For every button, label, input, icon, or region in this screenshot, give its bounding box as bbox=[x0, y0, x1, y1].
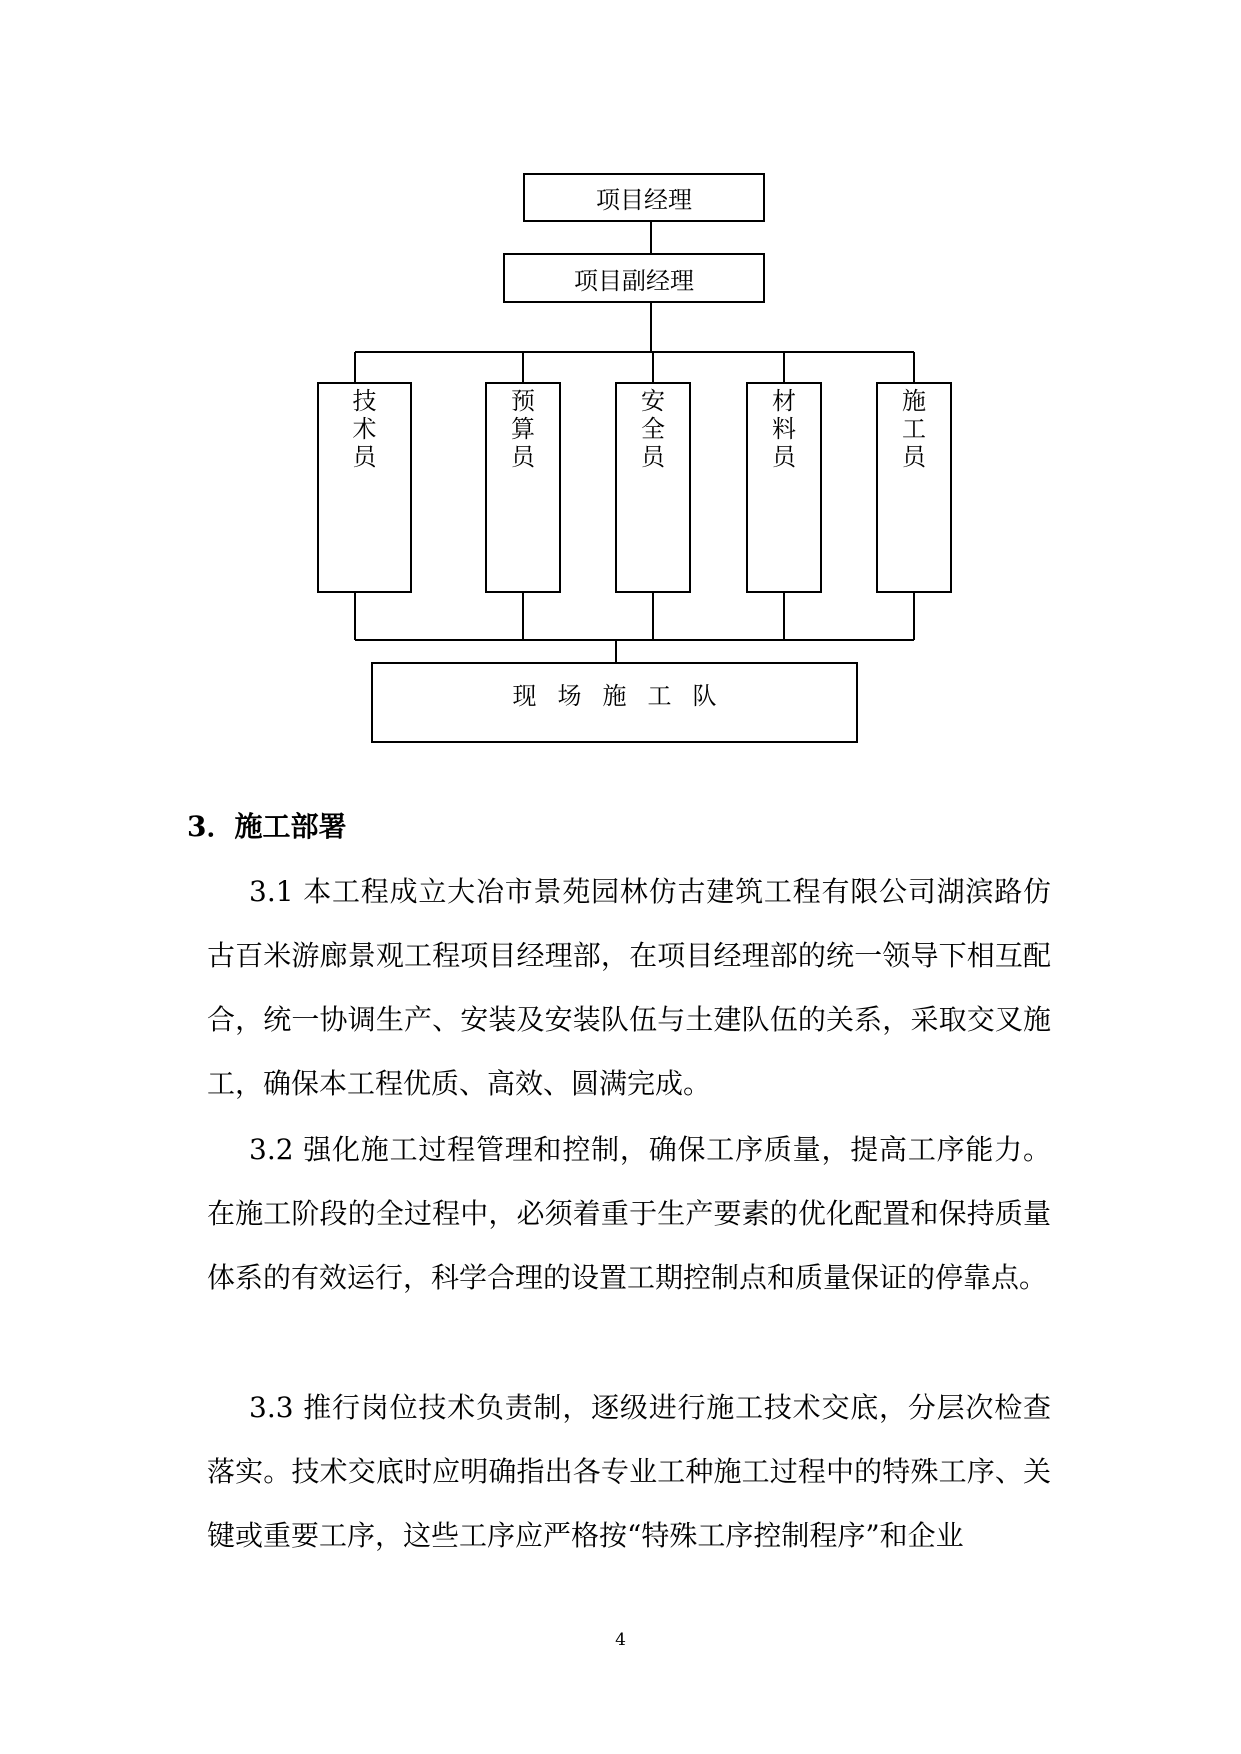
org-box-field-team bbox=[371, 662, 858, 743]
org-box-budget-officer bbox=[485, 382, 561, 593]
paragraph-3-1: 3.1 本工程成立大冶市景苑园林仿古建筑工程有限公司湖滨路仿古百米游廊景观工程项目经理部，在项目经理部的统一领导下相互配合，统一协调生产、安装及安装队伍与土建队伍的关系，采取交叉施工，确保本工程优质、高效、圆满完成。 bbox=[207, 875, 1051, 1100]
org-label-deputy-manager: 项目副经理 bbox=[574, 266, 694, 295]
paragraph-3-2: 3.2 强化施工过程管理和控制，确保工序质量，提高工序能力。在施工阶段的全过程中，必须着重于生产要素的优化配置和保持质量体系的有效运行，科学合理的设置工期控制点和质量保证的停靠点。 bbox=[207, 1133, 1051, 1294]
org-box-materials-officer bbox=[746, 382, 822, 593]
org-box-project-manager bbox=[523, 173, 765, 222]
page-number: 4 bbox=[615, 1630, 626, 1650]
org-label-budget-officer: 预算员 bbox=[511, 387, 535, 471]
org-box-construction-officer bbox=[876, 382, 952, 593]
section-heading: 3．施工部署 bbox=[187, 810, 347, 843]
org-box-safety-officer bbox=[615, 382, 691, 593]
org-label-safety-officer: 安全员 bbox=[641, 387, 665, 471]
org-label-project-manager: 项目经理 bbox=[596, 186, 692, 214]
org-box-technician bbox=[317, 382, 412, 593]
org-label-field-team: 现场施工队 bbox=[512, 682, 738, 710]
org-label-construction-officer: 施工员 bbox=[902, 387, 926, 471]
org-label-materials-officer: 材料员 bbox=[772, 387, 796, 471]
org-box-deputy-manager bbox=[503, 253, 765, 303]
org-label-technician: 技术员 bbox=[352, 387, 377, 471]
paragraph-3-3: 3.3 推行岗位技术负责制，逐级进行施工技术交底，分层次检查落实。技术交底时应明确指出各专业工种施工过程中的特殊工序、关键或重要工序，这些工序应严格按“特殊工序控制程序”和企业 bbox=[207, 1391, 1051, 1552]
